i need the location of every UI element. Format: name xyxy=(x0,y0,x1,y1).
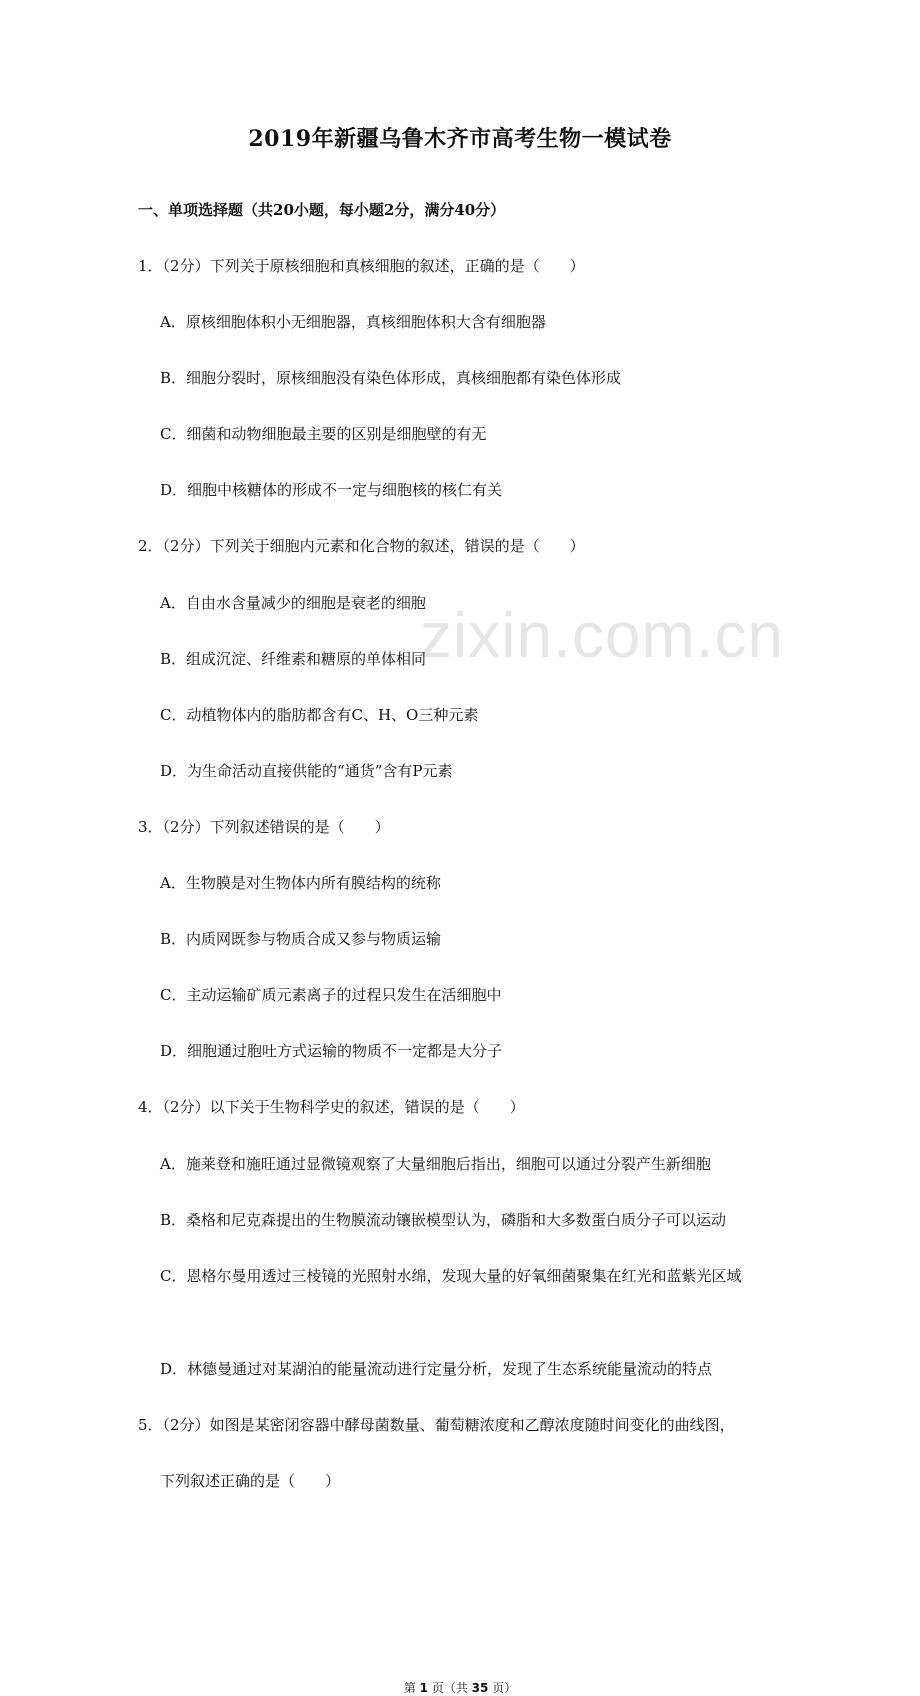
question-1-option-c: C．细菌和动物细胞最主要的区别是细胞壁的有无 xyxy=(160,425,487,443)
page-footer xyxy=(0,1679,920,1696)
question-5-stem: 5．（2分）如图是某密闭容器中酵母菌数量、葡萄糖浓度和乙醇浓度随时间变化的曲线图， xyxy=(138,1416,735,1434)
question-1-stem: 1．（2分）下列关于原核细胞和真核细胞的叙述，正确的是（ ） xyxy=(138,257,585,275)
footer-total-pages: 35 xyxy=(471,1681,489,1695)
footer-suffix: 页） xyxy=(492,1681,517,1695)
question-3-option-a: A．生物膜是对生物体内所有膜结构的统称 xyxy=(160,874,441,892)
footer-middle: 页（共 xyxy=(431,1681,468,1695)
question-3-option-b: B．内质网既参与物质合成又参与物质运输 xyxy=(160,930,442,948)
question-3-option-c: C．主动运输矿质元素离子的过程只发生在活细胞中 xyxy=(160,986,502,1004)
question-4-option-a: A．施莱登和施旺通过显微镜观察了大量细胞后指出，细胞可以通过分裂产生新细胞 xyxy=(160,1155,711,1173)
footer-prefix: 第 xyxy=(403,1681,416,1695)
question-1-option-d: D．细胞中核糖体的形成不一定与细胞核的核仁有关 xyxy=(160,481,503,499)
section-heading: 一、单项选择题（共20小题，每小题2分，满分40分） xyxy=(138,201,506,219)
footer-page-number: 1 xyxy=(419,1681,428,1695)
question-5-continuation: 下列叙述正确的是（ ） xyxy=(160,1472,341,1490)
question-1-option-b: B．细胞分裂时，原核细胞没有染色体形成，真核细胞都有染色体形成 xyxy=(160,369,622,387)
question-2-stem: 2．（2分）下列关于细胞内元素和化合物的叙述，错误的是（ ） xyxy=(138,537,585,555)
question-1-option-a: A．原核细胞体积小无细胞器，真核细胞体积大含有细胞器 xyxy=(160,313,546,331)
question-4-option-c: C．恩格尔曼用透过三棱镜的光照射水绵，发现大量的好氧细菌聚集在红光和蓝紫光区域 xyxy=(160,1267,742,1285)
page-title: 2019年新疆乌鲁木齐市高考生物一模试卷 xyxy=(248,126,672,152)
question-4-stem: 4．（2分）以下关于生物科学史的叙述，错误的是（ ） xyxy=(138,1098,525,1116)
question-2-option-c: C．动植物体内的脂肪都含有C、H、O三种元素 xyxy=(160,706,479,724)
watermark: zixin.com.cn xyxy=(420,599,785,671)
question-2-option-a: A．自由水含量减少的细胞是衰老的细胞 xyxy=(160,594,426,612)
question-3-option-d: D．细胞通过胞吐方式运输的物质不一定都是大分子 xyxy=(160,1042,503,1060)
question-3-stem: 3．（2分）下列叙述错误的是（ ） xyxy=(138,818,390,836)
question-4-option-b: B．桑格和尼克森提出的生物膜流动镶嵌模型认为，磷脂和大多数蛋白质分子可以运动 xyxy=(160,1211,727,1229)
question-2-option-d: D．为生命活动直接供能的“通货”含有P元素 xyxy=(160,762,453,780)
question-2-option-b: B．组成沉淀、纤维素和糖原的单体相同 xyxy=(160,650,427,668)
question-4-option-d: D．林德曼通过对某湖泊的能量流动进行定量分析，发现了生态系统能量流动的特点 xyxy=(160,1360,713,1378)
